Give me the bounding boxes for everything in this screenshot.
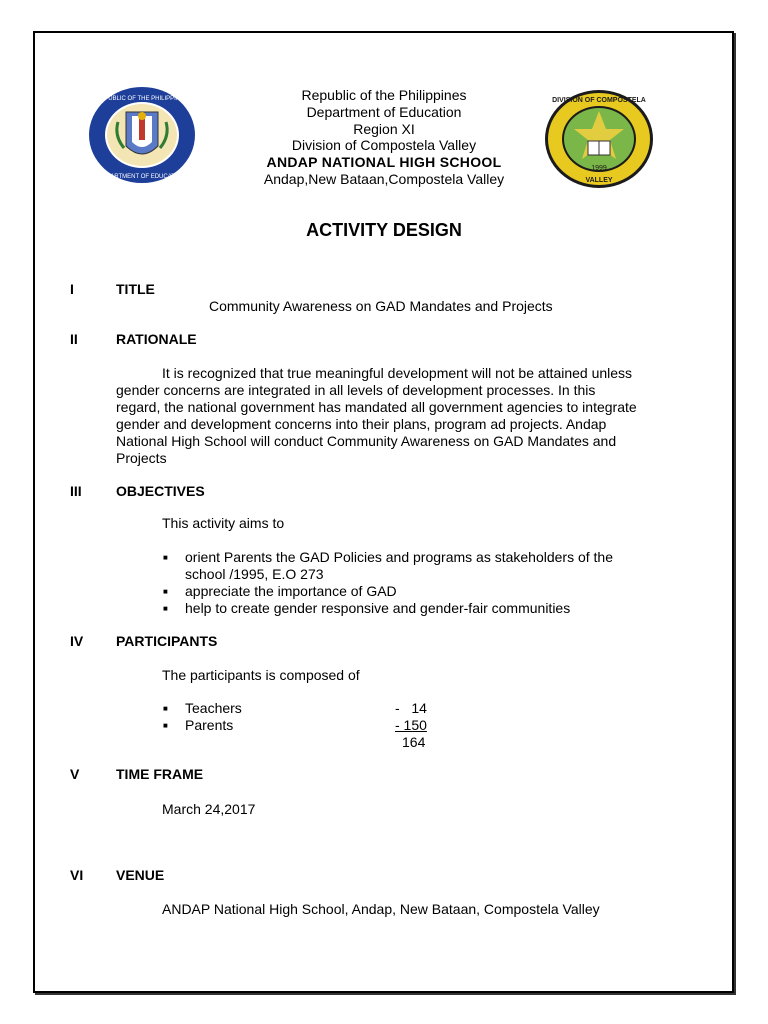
participant-count-teachers: - 14 [395,700,427,716]
objective-item: help to create gender responsive and gender-fair communities [185,600,571,616]
bullet-icon: ■ [163,604,168,613]
section-heading-title: TITLE [116,281,155,297]
header-division: Division of Compostela Valley [291,137,477,154]
participant-label-parents: Parents [185,717,234,733]
rationale-line: National High School will conduct Community Awareness on GAD Mandates and [116,432,617,449]
svg-text:REPUBLIC OF THE PHILIPPINES: REPUBLIC OF THE PHILIPPINES [95,96,189,102]
header-department: Department of Education [306,103,462,120]
letterhead [0,87,768,188]
section-number-4: IV [70,633,84,649]
section-heading-rationale: RATIONALE [116,331,197,347]
document-title: ACTIVITY DESIGN [306,220,462,240]
participants-intro: The participants is composed of [162,667,360,683]
time-frame-date: March 24,2017 [162,801,256,817]
rationale-line: gender and development concerns into their plans, program ad projects. Andap [116,415,607,432]
bullet-icon: ■ [163,721,168,730]
svg-text:DEPARTMENT OF EDUCATION: DEPARTMENT OF EDUCATION [98,174,186,180]
section-heading-objectives: OBJECTIVES [116,483,205,499]
activity-title: Community Awareness on GAD Mandates and Projects [209,298,553,314]
header-address: Andap,New Bataan,Compostela Valley [263,170,505,187]
objective-item-continued: school /1995, E.O 273 [185,566,324,582]
participant-total: 164 [402,734,426,750]
section-number-2: II [70,331,78,347]
bullet-icon: ■ [163,587,168,596]
bullet-icon: ■ [163,704,168,713]
section-heading-participants: PARTICIPANTS [116,633,218,649]
rationale-line: gender concerns are integrated in all levels of development processes. In this [116,381,596,398]
header-region: Region XI [353,120,415,137]
svg-text:DIVISION OF COMPOSTELA: DIVISION OF COMPOSTELA [552,97,646,104]
svg-text:1999: 1999 [591,165,607,172]
section-number-6: VI [70,867,84,883]
objective-item: appreciate the importance of GAD [185,583,397,599]
section-number-5: V [70,766,80,782]
section-heading-time-frame: TIME FRAME [116,766,204,782]
section-number-1: I [70,281,74,297]
rationale-line: Projects [116,449,167,466]
objective-item: orient Parents the GAD Policies and programs as stakeholders of the [185,549,613,565]
header-school-name: ANDAP NATIONAL HIGH SCHOOL [266,154,502,171]
section-number-3: III [70,483,82,499]
svg-text:VALLEY: VALLEY [585,177,613,184]
rationale-line: regard, the national government has mandated all government agencies to integrate [116,398,637,415]
venue-text: ANDAP National High School, Andap, New Bataan, Compostela Valley [162,901,600,917]
header-country: Republic of the Philippines [301,87,467,103]
objectives-intro: This activity aims to [162,515,285,531]
section-heading-venue: VENUE [116,867,165,883]
rationale-paragraph [116,365,696,466]
bullet-icon: ■ [163,553,168,562]
rationale-line: It is recognized that true meaningful development will not be attained unless [162,365,633,381]
participant-label-teachers: Teachers [185,700,242,716]
participant-count-parents: - 150 [395,717,427,733]
